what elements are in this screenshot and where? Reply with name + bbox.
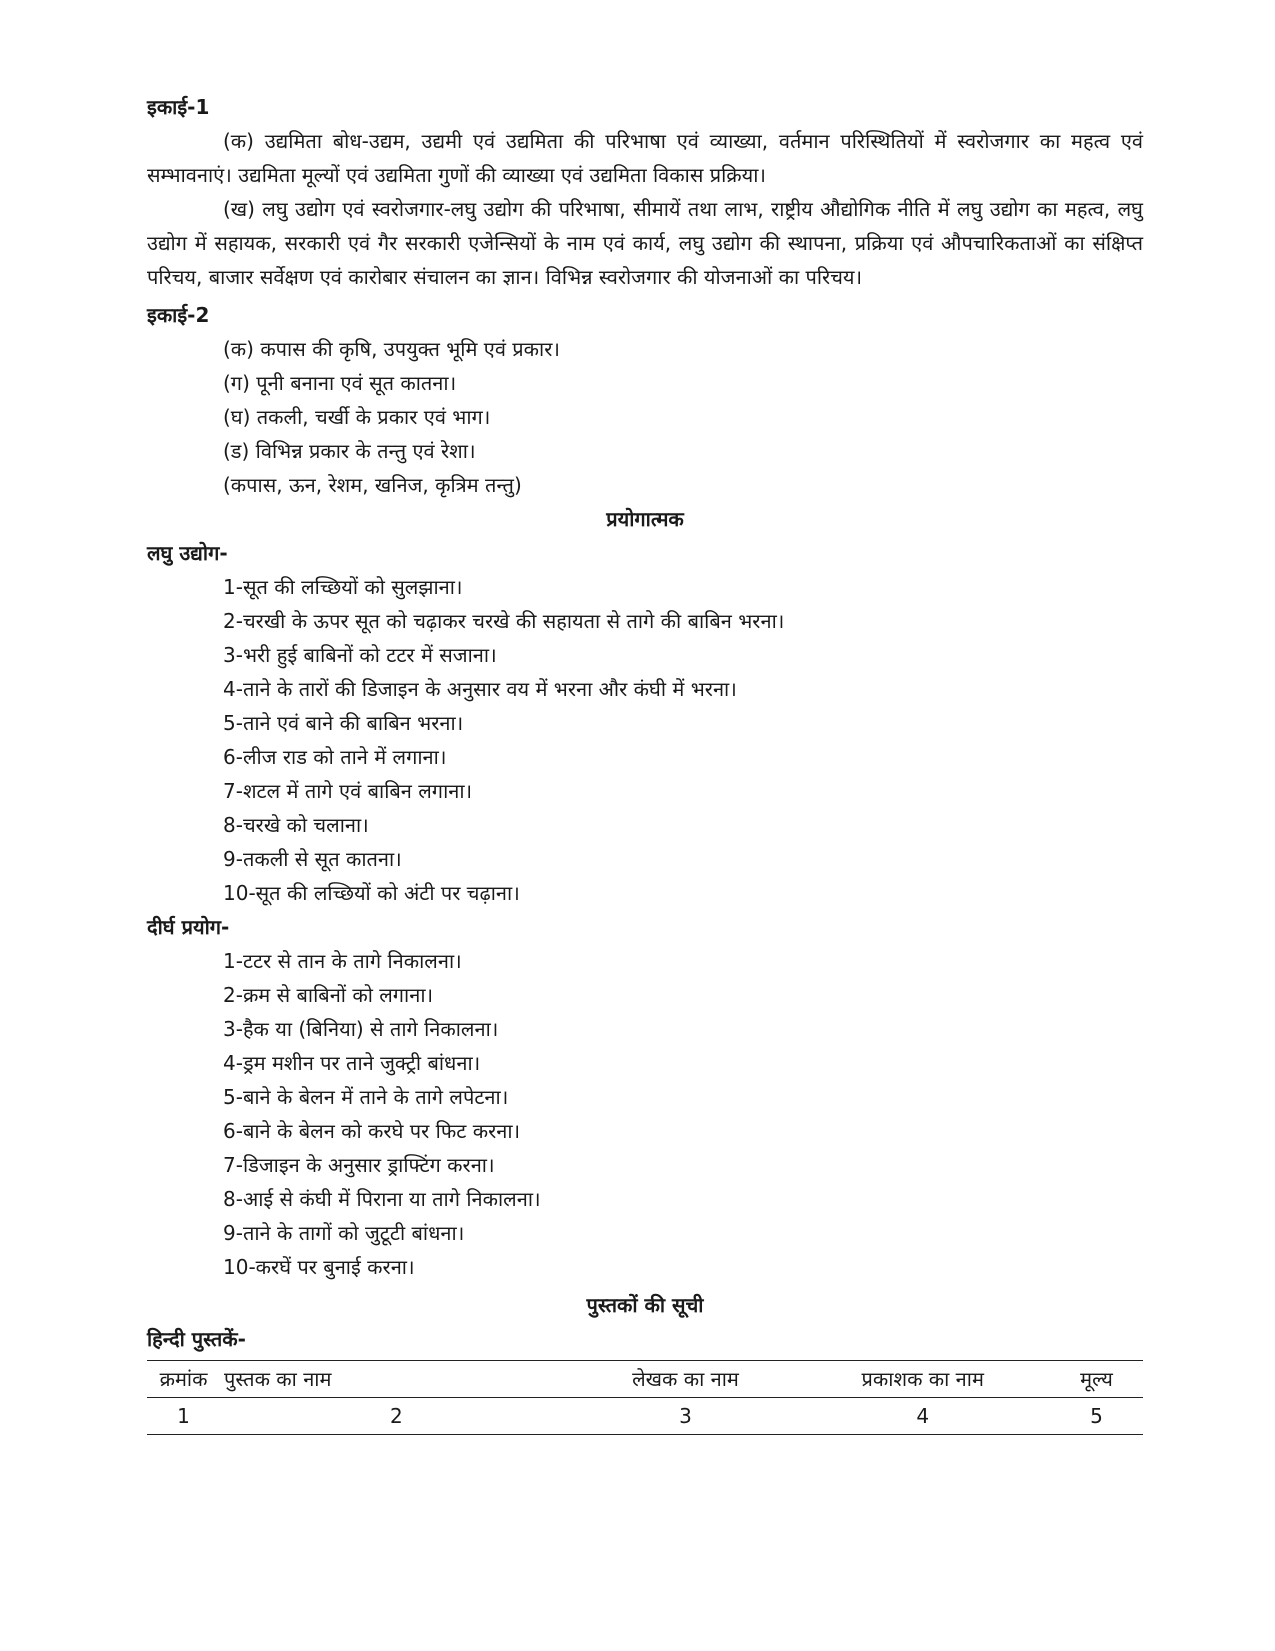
column-header-author: लेखक का नाम [632,1367,739,1391]
list-item: (कपास, ऊन, रेशम, खनिज, कृत्रिम तन्तु) [223,473,522,497]
list-item: (ग) पूनी बनाना एवं सूत कातना। [223,371,457,395]
practical-heading: प्रयोगात्मक [606,507,684,531]
minor-industry-heading: लघु उद्योग- [147,541,228,565]
list-item: 7-डिजाइन के अनुसार ड्राफ्टिंग करना। [223,1153,495,1177]
list-item: 6-लीज राड को ताने में लगाना। [223,745,447,769]
list-item: 6-बाने के बेलन को करघे पर फिट करना। [223,1119,521,1143]
list-item: 9-तकली से सूत कातना। [223,847,402,871]
list-item: 5-बाने के बेलन में ताने के तागे लपेटना। [223,1085,509,1109]
table-cell: 5 [1090,1404,1103,1428]
list-item: 10-सूत की लच्छियों को अंटी पर चढ़ाना। [223,881,520,905]
list-item: 9-ताने के तागों को जुटूटी बांधना। [223,1221,465,1245]
list-item: 2-क्रम से बाबिनों को लगाना। [223,983,434,1007]
list-item: 8-आई से कंघी में पिराना या तागे निकालना। [223,1187,541,1211]
list-item: 4-ताने के तारों की डिजाइन के अनुसार वय में भरना और कंघी में भरना। [223,677,737,701]
hindi-books-heading: हिन्दी पुस्तकें- [147,1327,246,1351]
list-item: (ड) विभिन्न प्रकार के तन्तु एवं रेशा। [223,439,476,463]
table-cell: 2 [390,1404,403,1428]
unit1-paragraph-a: (क) उद्यमिता बोध-उद्यम, उद्यमी एवं उद्यमिता की परिभाषा एवं व्याख्या, वर्तमान परिस्थितियों में स्वरोजगार का महत्व एवं सम्भावनाएं। उद्यमिता मूल्यों एवं उद्यमिता गुणों की व्याख्या एवं उद्यमिता विकास प्रक्रिया। [147,129,1143,187]
list-item: 1-टटर से तान के तागे निकालना। [223,949,462,973]
table-cell: 3 [679,1404,692,1428]
list-item: 2-चरखी के ऊपर सूत को चढ़ाकर चरखे की सहायता से तागे की बाबिन भरना। [223,609,785,633]
list-item: 5-ताने एवं बाने की बाबिन भरना। [223,711,464,735]
table-cell: 1 [177,1404,190,1428]
column-header-price: मूल्य [1080,1367,1113,1391]
major-experiment-list [147,944,1143,1284]
table-header-row [147,1361,1143,1398]
list-item: (घ) तकली, चर्खी के प्रकार एवं भाग। [223,405,491,429]
list-item: 3-भरी हुई बाबिनों को टटर में सजाना। [223,643,497,667]
table-row [147,1398,1143,1435]
unit2-list [147,332,1143,502]
column-header-publisher: प्रकाशक का नाम [861,1367,984,1391]
list-item: 7-शटल में तागे एवं बाबिन लगाना। [223,779,473,803]
list-item: (क) कपास की कृषि, उपयुक्त भूमि एवं प्रकार। [223,337,560,361]
major-experiment-heading: दीर्घ प्रयोग- [147,915,230,939]
table-cell: 4 [916,1404,930,1428]
minor-industry-list [147,570,1143,910]
unit1-heading: इकाई-1 [147,95,210,119]
page-content [147,90,1143,1435]
list-item: 8-चरखे को चलाना। [223,813,369,837]
books-table [147,1360,1143,1435]
list-item: 3-हैक या (बिनिया) से तागे निकालना। [223,1017,499,1041]
column-header-serial: क्रमांक [159,1367,208,1391]
list-item: 4-ड्रम मशीन पर ताने जुक्ट्री बांधना। [223,1051,481,1075]
unit2-heading: इकाई-2 [147,303,210,327]
list-item: 1-सूत की लच्छियों को सुलझाना। [223,575,463,599]
books-list-heading: पुस्तकों की सूची [586,1293,704,1317]
column-header-book-name: पुस्तक का नाम [224,1367,332,1391]
unit1-paragraph-b: (ख) लघु उद्योग एवं स्वरोजगार-लघु उद्योग की परिभाषा, सीमायें तथा लाभ, राष्ट्रीय औद्योगिक नीति में लघु उद्योग का महत्व, लघु उद्योग में सहायक, सरकारी एवं गैर सरकारी एजेन्सियों के नाम एवं कार्य, लघु उद्योग की स्थापना, प्रक्रिया एवं औपचारिकताओं का संक्षिप्त परिचय, बाजार सर्वेक्षण एवं कारोबार संचालन का ज्ञान। विभिन्न स्वरोजगार की योजनाओं का परिचय। [147,197,1143,289]
list-item: 10-करघें पर बुनाई करना। [223,1255,415,1279]
